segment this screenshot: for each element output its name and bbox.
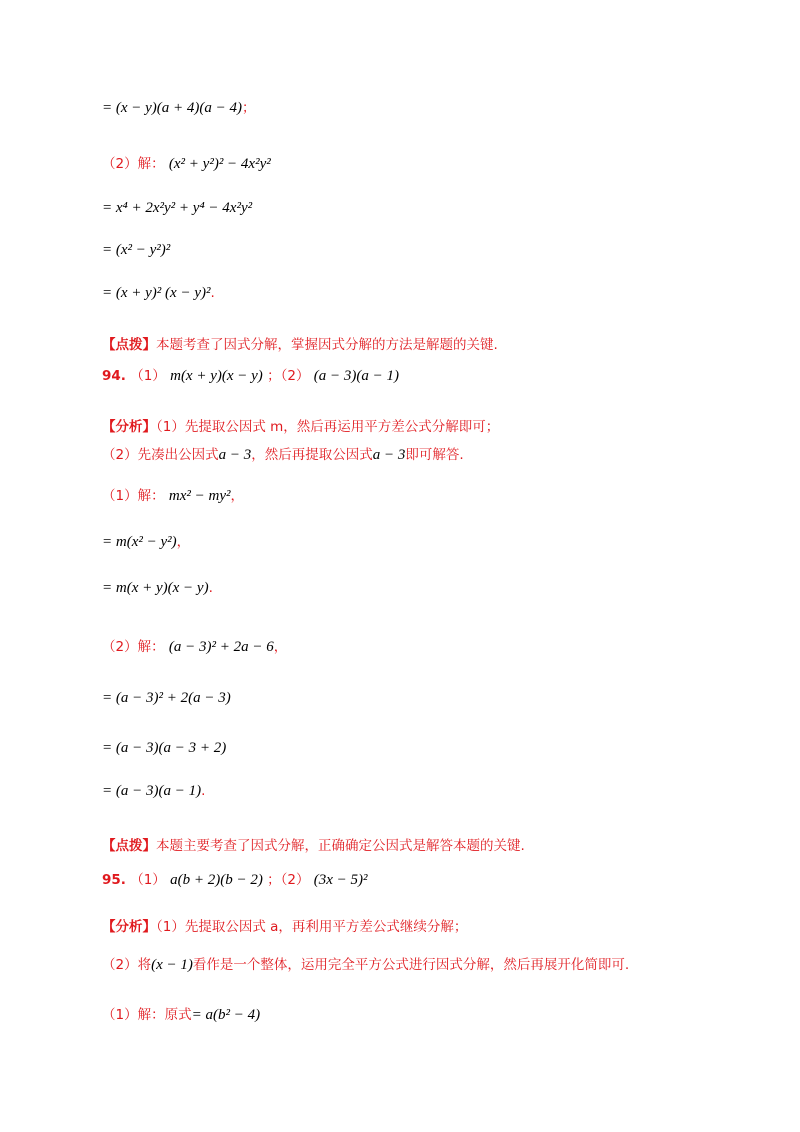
punctuation: ， [230, 488, 244, 504]
math-expression: = (a − 3)(a − 1) [102, 783, 202, 799]
step-line [102, 580, 213, 597]
math-expression: = (x² − y²)² [102, 242, 171, 258]
note-text: 本题考查了因式分解，掌握因式分解的方法是解题的关键. [156, 337, 498, 353]
solution-label-line [102, 1003, 260, 1024]
step-line [102, 530, 190, 551]
punctuation: ； [242, 100, 256, 116]
answer-line-94 [102, 364, 399, 385]
math-expression: mx² − my² [168, 488, 231, 504]
answer-line-95 [102, 868, 368, 889]
note-tag: 【点拨】 [102, 337, 156, 353]
analysis-line [102, 915, 467, 935]
punctuation: . [208, 580, 213, 596]
analysis-text: （1）先提取公因式 m，然后再运用平方差公式分解即可； [156, 419, 500, 435]
analysis-tag: 【分析】 [102, 919, 156, 935]
analysis-tag: 【分析】 [102, 419, 156, 435]
punctuation: . [210, 285, 215, 301]
step-line-4 [102, 285, 215, 302]
note-tag: 【点拨】 [102, 838, 156, 854]
math-expression: m(x + y)(x − y) [170, 368, 263, 384]
punctuation: ， [273, 639, 288, 655]
math-expression: (3x − 5)² [313, 872, 368, 888]
math-expression: = x⁴ + 2x²y² + y⁴ − 4x²y² [102, 200, 253, 216]
note-line [102, 333, 498, 353]
step-line [102, 783, 205, 800]
math-expression: = m(x² − y²) [102, 534, 177, 550]
analysis-line-2 [102, 953, 629, 974]
math-expression: a − 3 [372, 447, 406, 463]
step-line [102, 690, 231, 707]
question-number: 94. [102, 368, 126, 384]
solution-label: （2）解： [102, 639, 165, 655]
analysis-text: （2）将 [102, 957, 152, 973]
math-expression: = (a − 3)² + 2(a − 3) [102, 690, 231, 706]
part-separator: ；（2） [267, 872, 310, 888]
analysis-text: （1）先提取公因式 a，再利用平方差公式继续分解； [156, 919, 468, 935]
math-expression: = (x − y)(a + 4)(a − 4) [102, 100, 243, 116]
math-expression: (a − 3)(a − 1) [313, 368, 399, 384]
solution-label: （2）解： [102, 156, 165, 172]
math-expression: a(b + 2)(b − 2) [170, 872, 263, 888]
step-line-2 [102, 200, 252, 217]
math-expression: = m(x + y)(x − y) [102, 580, 209, 596]
analysis-text: 即可解答. [405, 447, 464, 463]
math-expression: a − 3 [218, 447, 252, 463]
math-expression: = (x + y)² (x − y)² [102, 285, 211, 301]
note-line [102, 834, 525, 854]
math-expression: (a − 3)² + 2a − 6 [168, 639, 274, 655]
solution-label-line [102, 635, 287, 656]
part-label: （1） [130, 368, 166, 384]
analysis-text: ，然后再提取公因式 [251, 447, 373, 463]
step-line-3 [102, 242, 170, 259]
note-text: 本题主要考查了因式分解，正确确定公因式是解答本题的关键. [156, 838, 525, 854]
punctuation: . [201, 783, 206, 799]
solution-label: （1）解： [102, 488, 165, 504]
part-label: （1） [130, 872, 166, 888]
math-expression: (x² + y²)² − 4x²y² [168, 156, 271, 172]
question-number: 95. [102, 872, 126, 888]
analysis-text: 看作是一个整体，运用完全平方公式进行因式分解，然后再展开化简即可. [192, 957, 630, 973]
solution-label: （1）解：原式 [102, 1007, 192, 1023]
part-separator: ；（2） [267, 368, 310, 384]
analysis-text: （2）先凑出公因式 [102, 447, 219, 463]
solution-label-line [102, 484, 244, 505]
analysis-line-2 [102, 443, 464, 464]
math-expression: = a(b² − 4) [191, 1007, 261, 1023]
step-line [102, 740, 226, 757]
step-line-1 [102, 96, 256, 117]
solution-label-line [102, 152, 271, 173]
math-expression: = (a − 3)(a − 3 + 2) [102, 740, 227, 756]
punctuation: ， [176, 534, 191, 550]
analysis-line [102, 415, 499, 435]
math-expression: (x − 1) [151, 957, 193, 973]
